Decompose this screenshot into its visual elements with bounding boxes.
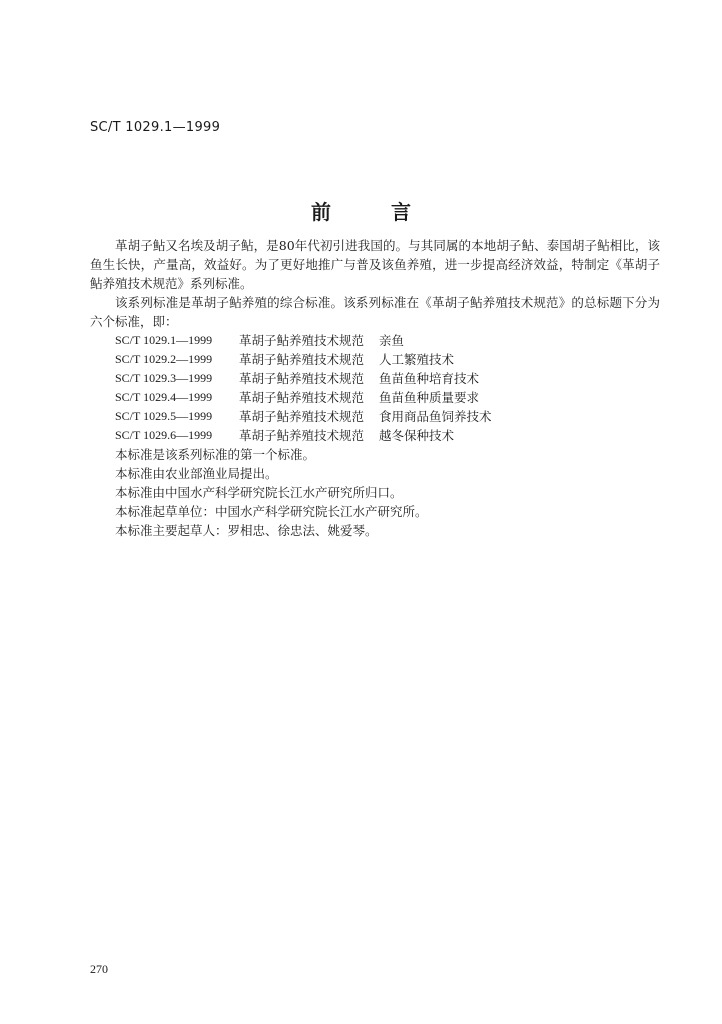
list-item xyxy=(90,369,660,388)
std-part: 越冬保种技术 xyxy=(379,428,455,443)
standards-list xyxy=(90,331,660,445)
body-text xyxy=(90,236,660,540)
std-part: 人工繁殖技术 xyxy=(379,352,455,367)
standard-code: SC/T 1029.1—1999 xyxy=(90,120,221,135)
list-item xyxy=(90,388,660,407)
list-item xyxy=(90,407,660,426)
list-item xyxy=(90,350,660,369)
page-title: 前言 xyxy=(311,200,471,224)
list-item xyxy=(90,426,660,445)
list-item xyxy=(90,331,660,350)
closing-line: 本标准起草单位：中国水产科学研究院长江水产研究所。 xyxy=(115,504,428,519)
std-series: 革胡子鲇养殖技术规范 xyxy=(239,390,365,405)
closing-line: 本标准由农业部渔业局提出。 xyxy=(115,466,278,481)
std-part: 亲鱼 xyxy=(379,333,405,348)
std-series: 革胡子鲇养殖技术规范 xyxy=(239,333,365,348)
page-number: 270 xyxy=(90,962,108,976)
std-code: SC/T 1029.2—1999 xyxy=(115,352,213,366)
std-part: 鱼苗鱼种质量要求 xyxy=(379,390,480,405)
std-code: SC/T 1029.3—1999 xyxy=(115,371,213,385)
std-code: SC/T 1029.1—1999 xyxy=(115,333,213,347)
std-code: SC/T 1029.5—1999 xyxy=(115,409,213,423)
std-part: 食用商品鱼饲养技术 xyxy=(379,409,492,424)
std-series: 革胡子鲇养殖技术规范 xyxy=(239,428,365,443)
std-part: 鱼苗鱼种培育技术 xyxy=(379,371,480,386)
std-series: 革胡子鲇养殖技术规范 xyxy=(239,409,365,424)
std-series: 革胡子鲇养殖技术规范 xyxy=(239,352,365,367)
closing-line: 本标准由中国水产科学研究院长江水产研究所归口。 xyxy=(115,485,403,500)
paragraph-series: 该系列标准是革胡子鲇养殖的综合标准。该系列标准在《革胡子鲇养殖技术规范》的总标题下分为六个标准，即： xyxy=(90,295,660,329)
std-series: 革胡子鲇养殖技术规范 xyxy=(239,371,365,386)
paragraph-intro: 革胡子鲇又名埃及胡子鲇，是80年代初引进我国的。与其同属的本地胡子鲇、泰国胡子鲇相比，该鱼生长快，产量高，效益好。为了更好地推广与普及该鱼养殖，进一步提高经济效益，特制定《革胡子鲇养殖技术规范》系列标准。 xyxy=(90,238,660,291)
std-code: SC/T 1029.4—1999 xyxy=(115,390,213,404)
closing-line: 本标准主要起草人：罗相忠、徐忠法、姚爱琴。 xyxy=(115,523,378,538)
closing-line: 本标准是该系列标准的第一个标准。 xyxy=(115,447,316,462)
std-code: SC/T 1029.6—1999 xyxy=(115,428,213,442)
